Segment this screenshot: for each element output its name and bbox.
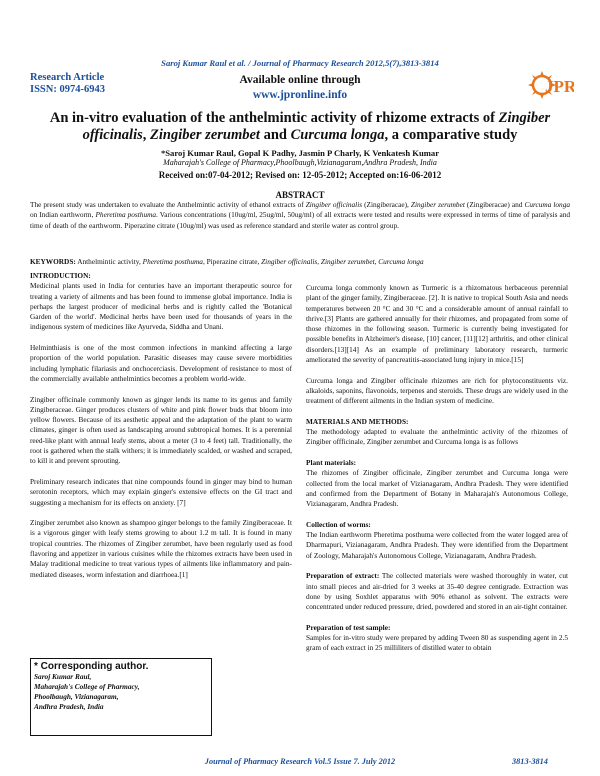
paragraph: The rhizomes of Zingiber officinale, Zingiber zerumbet and Curcuma longa were collected from the local market of Vizianagaram, Andhra Pradesh. They were identified and confirmed from the Department of Botany in Maharajah's Autonomous College, Vizianagaram, Andhra Pradesh. <box>306 468 568 509</box>
journal-url[interactable]: www.jpronline.info <box>252 89 348 101</box>
paragraph: Preparation of extract: The collected materials were washed thoroughly in water, cut into small pieces and air-dried for 3 weeks at 35-40 degree centigrade. Extraction was done by using Soxhlet apparatus with 90% ethanol as solvent. The extracts were concentrated under reduced pressure, dried, powdered and stored in an air-tight container. <box>306 571 568 612</box>
paragraph: Curcuma longa and Zingiber officinale rhizomes are rich for phytoconstituents viz. alkaloids, saponins, flavonoids, terpenes and steroids. These drugs are widely used in the treatment of different ailments in the Indian system of medicine. <box>306 375 568 406</box>
affiliation: Maharajah's College of Pharmacy,Phoolbaugh,Vizianagaram,Andhra Pradesh, India <box>163 158 437 167</box>
paragraph: Medicinal plants used in India for centuries have an important therapeutic source for treating a variety of ailments and has been found to immense global importance. India is perhaps the largest producer of medicinal herbs and is rightly called the 'Botanical Garden of the world'. Medicinal herbs have been used for thousands of years in the indigenous system of medicines like Ayurveda, Siddha and Unani. <box>30 281 292 332</box>
svg-text:JPR: JPR <box>545 77 574 96</box>
paragraph: Curcuma longa commonly known as Turmeric is a rhizomatous herbaceous perennial plant of the ginger family, Zingiberaceae. [2]. It is native to tropical South Asia and needs temperatures between 20 °C and 30 °C and a considerable amount of annual rainfall to thrive.[3] Plants are gathered annually for their rhizomes, and propagated from some of those rhizomes in the following season. Turmeric is currently being investigated for possible benefits in Alzheimer's disease, [10] cancer, [11][12] arthritis, and other clinical disorders.[13][14] As an example of preliminary laboratory research, turmeric ameliorated the severity of pancreatitis-associated lung injury in mice.[15] <box>306 283 568 365</box>
right-column <box>306 283 568 654</box>
paragraph: Preliminary research indicates that nine compounds found in ginger may bind to human serotonin receptors, which may explain ginger's extensive effects on the GI tract and suggesting a mechanism for its effects on anxiety. [7] <box>30 476 292 507</box>
article-dates: Received on:07-04-2012; Revised on: 12-05-2012; Accepted on:16-06-2012 <box>158 170 442 180</box>
paragraph: Helminthiasis is one of the most common infections in mankind affecting a large proportion of the world population. Parasitic diseases may cause severe morbidities including lymphatic filariasis and onchocerciasis. Development of resistance to most of the commercially available anthelmintics becomes a problem world-wide. <box>30 343 292 383</box>
plant-materials-heading: Plant materials: <box>306 458 357 468</box>
author-name: Saroj Kumar Raul, <box>34 672 92 681</box>
abstract-heading: ABSTRACT <box>275 190 325 200</box>
footer-journal: Journal of Pharmacy Research Vol.5 Issue 7. July 2012 <box>204 757 396 766</box>
abstract-body: The present study was undertaken to evaluate the Anthelmintic activity of ethanol extracts of Zingiber officinalis (Zingiberacae), Zingiber zerumbet (Zingiberacae) and Curcuma longa on Indian earthworm, Pheretima posthuma. Various concentrations (10ug/ml, 25ug/ml, 50ug/ml) of all extracts were tested and results were expressed in terms of time of paralysis and time of death of the earthworm. Piperazine citrate (10ug/ml) was used as reference standard and sterile water as control group. <box>30 200 571 230</box>
intro-heading: INTRODUCTION: <box>30 271 91 280</box>
extract-heading: Preparation of extract: <box>306 571 380 581</box>
paragraph: Zingiber officinale commonly known as ginger lends its name to its genus and family Zingiberaceae. Ginger produces clusters of white and pink flower buds that bloom into yellow flowers. Because of its aesthetic appeal and the adaptation of the plant to warm climates, ginger is often used as landscaping around subtropical homes. It is a perennial reed-like plant with annual leafy stems, about a meter (3 to 4 feet) tall. Traditionally, the root is gathered when the stalk withers; it is immediately scalded, or washed and scraped, to kill it and prevent sprouting. <box>30 394 292 466</box>
paragraph: Samples for in-vitro study were prepared by adding Tween 80 as suspending agent in 2.5 gram of each extract in 25 milliliters of distilled water to obtain <box>306 633 568 653</box>
paragraph: The Indian earthworm Pheretima posthuma were collected from the water logged area of Dharmapuri, Vizianagaram, Andhra Pradesh. They were identified from the Department of Zoology, Maharajah's Autonomous College, Vizianagaram, Andhra Pradesh. <box>306 530 568 560</box>
keywords: KEYWORDS: Anthelmintic activity, Pheretima posthuma, Piperazine citrate, Zingiber officinalis, Zingiber zerumbet, Curcuma longa <box>30 257 424 266</box>
left-column <box>30 271 292 590</box>
issn: ISSN: 0974-6943 <box>30 84 105 95</box>
corresponding-author-title: * Corresponding author. <box>34 661 149 672</box>
article-type: Research Article <box>30 72 105 83</box>
methods-heading: MATERIALS AND METHODS: <box>306 416 409 426</box>
worms-heading: Collection of worms: <box>306 519 371 529</box>
running-head: Saroj Kumar Raul et al. / Journal of Pharmacy Research 2012,5(7),3813-3814 <box>161 58 439 68</box>
online-label: Available online through <box>239 74 361 86</box>
paragraph: Zingiber zerumbet also known as shampoo ginger belongs to the family Zingiberaceae. It is a vigorous ginger with leafy stems growing to about 1.2 m tall. It is found in many tropical countries. The rhizomes of Zingiber zerumbet, have been regularly used as food flavoring and appetizer in various cuisines while the rhizomes extracts have been used in Malay traditional medicine to treat various types of ailments like inflammatory and pain-mediated diseases, worm infestation and diarrhoea.[1] <box>30 518 292 579</box>
article-title: An in-vitro evaluation of the anthelmintic activity of rhizome extracts of Zingiber officinalis, Zingiber zerumbet and Curcuma longa, a comparative study <box>49 110 551 143</box>
paragraph: The methodology adapted to evaluate the anthelmintic activity of the rhizomes of Zingiber offficinale, Zingiber zerumbet and Curcuma longa is as follows <box>306 427 568 447</box>
authors: *Saroj Kumar Raul, Gopal K Padhy, Jasmin P Charly, K Venkatesh Kumar <box>160 148 440 158</box>
test-sample-heading: Preparation of test sample: <box>306 622 391 632</box>
author-place: Phoolbaugh, Vizianagaram, <box>34 692 119 701</box>
author-institution: Maharajah's College of Pharmacy, <box>34 682 140 691</box>
author-state: Andhra Pradesh, India <box>34 702 104 711</box>
corresponding-author-box <box>30 658 212 736</box>
page-range: 3813-3814 <box>512 757 548 766</box>
